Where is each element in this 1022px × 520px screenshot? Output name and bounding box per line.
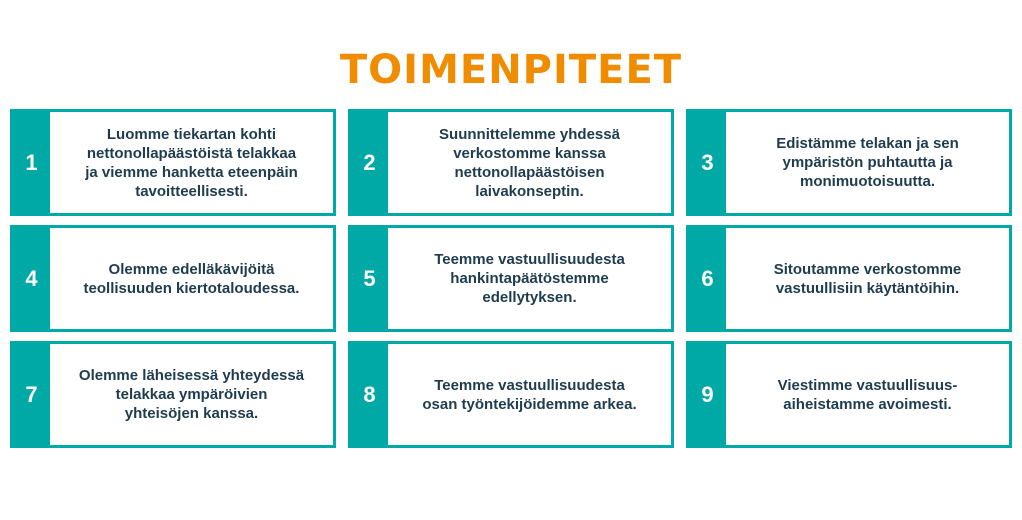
measure-card-5	[348, 225, 674, 332]
measure-number: 9	[689, 344, 726, 445]
measure-text: Viestimme vastuullisuus- aiheistamme avoimesti.	[777, 376, 958, 413]
measure-text: Olemme läheisessä yhteydessä telakkaa ympäröivien yhteisöjen kanssa.	[78, 367, 305, 422]
measure-text: Teemme vastuullisuudesta hankintapäätöstemme edellytyksen.	[434, 251, 625, 306]
measure-text: Olemme edelläkävijöitä teollisuuden kiertotaloudessa.	[83, 260, 300, 297]
measure-card-3	[686, 109, 1012, 216]
measure-text: Luomme tiekartan kohti nettonollapäästöistä telakkaa ja viemme hanketta eteenpäin tavoitteellisesti.	[85, 125, 298, 200]
measure-text: Sitoutamme verkostomme vastuullisiin käytäntöihin.	[773, 260, 962, 297]
measure-number: 5	[351, 228, 388, 329]
measure-number: 6	[689, 228, 726, 329]
page-title: TOIMENPITEET	[339, 47, 683, 93]
measure-text: Suunnittelemme yhdessä verkostomme kanssa nettonollapäästöisen laivakonseptin.	[439, 125, 620, 200]
measure-card-7	[10, 341, 336, 448]
measure-number: 3	[689, 112, 726, 213]
measure-number: 1	[13, 112, 50, 213]
measure-number: 7	[13, 344, 50, 445]
measure-number: 4	[13, 228, 50, 329]
measure-card-2	[348, 109, 674, 216]
measure-text: Teemme vastuullisuudesta osan työntekijöidemme arkea.	[422, 376, 637, 413]
measure-card-1	[10, 109, 336, 216]
measure-text: Edistämme telakan ja sen ympäristön puhtautta ja monimuotoisuutta.	[776, 135, 959, 190]
measures-grid	[10, 109, 1012, 448]
measure-card-9	[686, 341, 1012, 448]
measure-card-8	[348, 341, 674, 448]
measure-number: 8	[351, 344, 388, 445]
measure-card-6	[686, 225, 1012, 332]
measure-number: 2	[351, 112, 388, 213]
measure-card-4	[10, 225, 336, 332]
